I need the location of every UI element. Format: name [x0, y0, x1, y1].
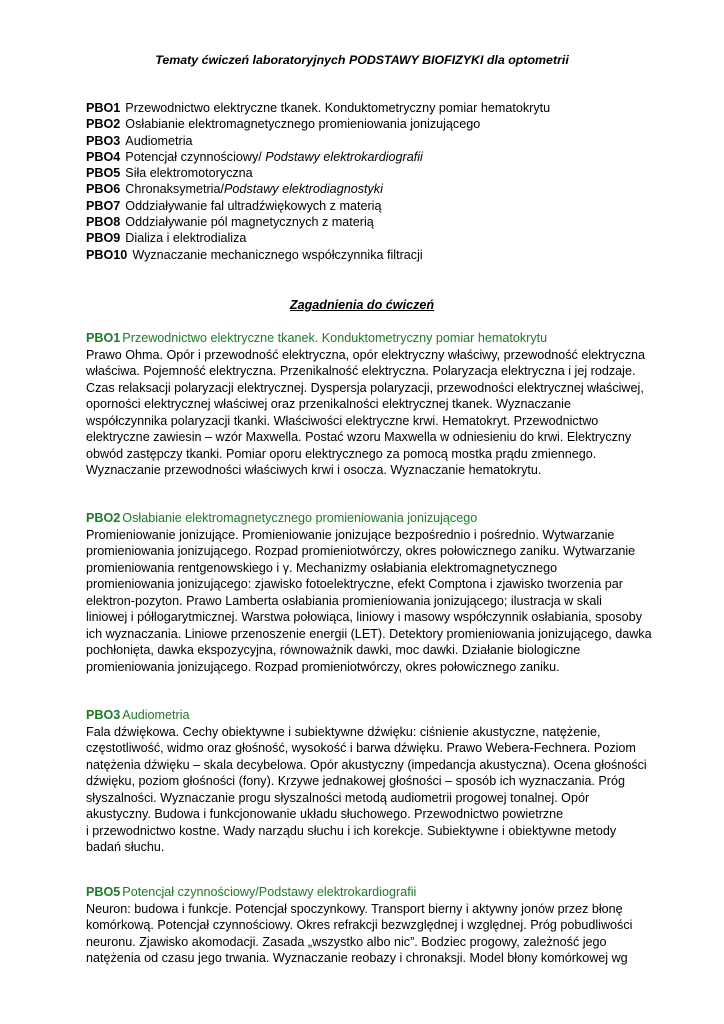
section-code: PBO1: [86, 331, 121, 345]
topic-code: PBO6: [86, 182, 121, 197]
section-body-line: częstotliwość, widmo oraz głośność, wysokość i barwa dźwięku. Prawo Webera-Fechnera. Poziom: [86, 741, 636, 755]
section-body: [86, 527, 652, 676]
section-body-line: komórkową. Potencjał czynnościowy. Okres refrakcji bezwzględnej i względnej. Próg pobudliwości: [86, 918, 633, 932]
topic-item: [86, 247, 646, 263]
topic-text: Potencjał czynnościowy/: [125, 149, 266, 164]
section-body-line: Wyznaczanie przewodności właściwych krwi i osocza. Wyznaczanie hematokrytu.: [86, 463, 542, 477]
topic-item: [86, 214, 646, 230]
topic-item: [86, 116, 646, 132]
section-body-line: neuronu. Zjawisko akomodacji. Zasada „wszystko albo nic”. Bodziec progowy, zależność jego: [86, 934, 607, 949]
topic-code: PBO2: [86, 117, 121, 132]
section-body-line: badań słuchu.: [86, 840, 165, 854]
topic-code: PBO4: [86, 149, 121, 164]
section-body: [86, 724, 646, 856]
topic-code: PBO7: [86, 198, 121, 213]
section-body-line: natężenia dźwięku – skala decybelowa. Opór akustyczny (impedancja akustyczna). Ocena głośności: [86, 757, 647, 772]
section-body-line: promieniowania jonizującego: zjawisko fotoelektryczne, efekt Comptona i zjawisko tworzenia par: [86, 577, 623, 591]
section-pbo2: [86, 510, 652, 675]
section-body-line: dźwięku, poziom głośności (fony). Krzywe jednakowej głośności – sposób ich wyznaczania. Próg: [86, 774, 625, 788]
section-body-line: liniowej i półlogarytmicznej. Warstwa połowiąca, liniowy i masowy współczynnik osłabiania, sposoby: [86, 610, 642, 624]
section-title: [86, 510, 646, 527]
topic-text: Audiometria: [125, 133, 193, 148]
section-title: [86, 884, 646, 901]
topic-code: PBO8: [86, 215, 121, 230]
section-body-line: akustyczny. Budowa i funkcjonowanie układu słuchowego. Przewodnictwo powietrzne: [86, 807, 564, 821]
section-pbo5: [86, 884, 646, 967]
section-body-line: Prawo Ohma. Opór i przewodność elektryczna, opór elektryczny właściwy, przewodność elektryczna: [86, 347, 646, 362]
topics-list: [86, 100, 646, 263]
section-body-line: promieniowania jonizującego. Rozpad promieniotwórczy, okres połowicznego zaniku.: [86, 659, 560, 674]
section-body-line: promieniowania rentgenowskiego i γ. Mechanizmy osłabiania elektromagnetycznego: [86, 560, 558, 575]
section-body-line: pochłonięta, dawka ekspozycyjna, równoważnik dawki, moc dawki. Działanie biologiczne: [86, 643, 581, 657]
section-body-line: i przewodnictwo kostne. Wady narządu słuchu i ich korekcje. Subiektywne i obiektywne metody: [86, 823, 617, 838]
section-body-line: ich wyznaczania. Liniowe przenoszenie energii (LET). Detektory promieniowania jonizującego, dawka: [86, 626, 652, 641]
section-title: [86, 330, 646, 347]
topic-text: Oddziaływanie fal ultradźwiękowych z materią: [125, 198, 382, 213]
section-body-line: Neuron: budowa i funkcje. Potencjał spoczynkowy. Transport bierny i aktywny jonów przez błonę: [86, 901, 623, 916]
topic-code: PBO10: [86, 247, 128, 262]
topic-item: [86, 100, 646, 116]
topic-text: Oddziaływanie pól magnetycznych z materią: [125, 215, 374, 230]
page-title: Tematy ćwiczeń laboratoryjnych PODSTAWY BIOFIZYKI dla optometrii: [155, 53, 569, 67]
section-body-line: Fala dźwiękowa. Cechy obiektywne i subiektywne dźwięku: ciśnienie akustyczne, natężenie,: [86, 724, 601, 739]
section-body-line: właściwa. Pojemność elektryczna. Przenikalność elektryczna. Polaryzacja elektryczna i jej rodzaje.: [86, 364, 636, 378]
sections-heading: Zagadnienia do ćwiczeń: [289, 298, 435, 312]
topic-item: [86, 165, 646, 181]
section-code: PBO5: [86, 885, 121, 899]
section-body-line: elektron-pozyton. Prawo Lamberta osłabiania promieniowania jonizującego; ilustracja w skali: [86, 593, 602, 608]
topic-italic-text: Podstawy elektrodiagnostyki: [223, 182, 383, 197]
section-body: [86, 901, 646, 967]
section-code: PBO3: [86, 708, 121, 722]
topic-text: Osłabianie elektromagnetycznego promieniowania jonizującego: [125, 117, 481, 132]
topic-item: [86, 149, 646, 165]
topic-code: PBO9: [86, 231, 121, 246]
section-code: PBO2: [86, 511, 121, 525]
section-body-line: obwód zastępczy tkanki. Pomiar oporu elektrycznego za pomocą mostka prądu zmiennego.: [86, 446, 597, 461]
topic-item: [86, 133, 646, 149]
topic-item: [86, 230, 646, 246]
section-title-text: Potencjał czynnościowy/Podstawy elektrokardiografii: [122, 885, 417, 899]
section-body-line: natężenia od czasu jego trwania. Wyznaczanie reobazy i chronaksji. Model błony komórkowej wg: [86, 951, 628, 965]
section-body-line: współczynnika polaryzacji tkanki. Właściwości elektryczne krwi. Hematokryt. Przewodnictwo: [86, 413, 599, 428]
section-title-text: Audiometria: [122, 708, 190, 722]
topic-text: Przewodnictwo elektryczne tkanek. Konduktometryczny pomiar hematokrytu: [125, 101, 551, 115]
topic-item: [86, 198, 646, 214]
topic-code: PBO3: [86, 133, 121, 148]
section-body-line: oporności elektrycznej właściwej oraz przenikalności elektrycznej tkanek. Wyznaczanie: [86, 397, 571, 411]
topic-text: Siła elektromotoryczna: [125, 166, 253, 181]
section-title: [86, 707, 646, 724]
section-body-line: słyszalności. Wyznaczanie progu słyszalności metodą audiometrii progowej tonalnej. Opór: [86, 790, 590, 805]
section-title-text: Osłabianie elektromagnetycznego promieniowania jonizującego: [122, 511, 478, 525]
section-pbo1: [86, 330, 646, 479]
topic-code: PBO5: [86, 166, 121, 181]
topic-text: Dializa i elektrodializa: [125, 231, 247, 246]
topic-text: Wyznaczanie mechanicznego współczynnika filtracji: [132, 247, 423, 262]
section-body: [86, 347, 646, 479]
topic-item: [86, 181, 646, 197]
section-body-line: elektryczne zawiesin – wzór Maxwella. Postać wzoru Maxwella w odniesieniu do krwi. Elektryczny: [86, 430, 632, 444]
topic-text: Chronaksymetria/: [125, 182, 224, 197]
topic-code: PBO1: [86, 101, 121, 115]
section-body-line: promieniowania jonizującego. Rozpad promieniotwórczy, okres połowicznego zaniku. Wytwarzanie: [86, 544, 636, 558]
section-title-text: Przewodnictwo elektryczne tkanek. Konduktometryczny pomiar hematokrytu: [122, 331, 548, 345]
section-body-line: Promieniowanie jonizujące. Promieniowanie jonizujące bezpośrednio i pośrednio. Wytwarzanie: [86, 527, 615, 542]
section-body-line: Czas relaksacji polaryzacji elektrycznej. Dyspersja polaryzacji, przewodności elektrycznej właściwej,: [86, 380, 644, 395]
topic-italic-text: Podstawy elektrokardiografii: [265, 149, 423, 164]
section-pbo3: [86, 707, 646, 856]
